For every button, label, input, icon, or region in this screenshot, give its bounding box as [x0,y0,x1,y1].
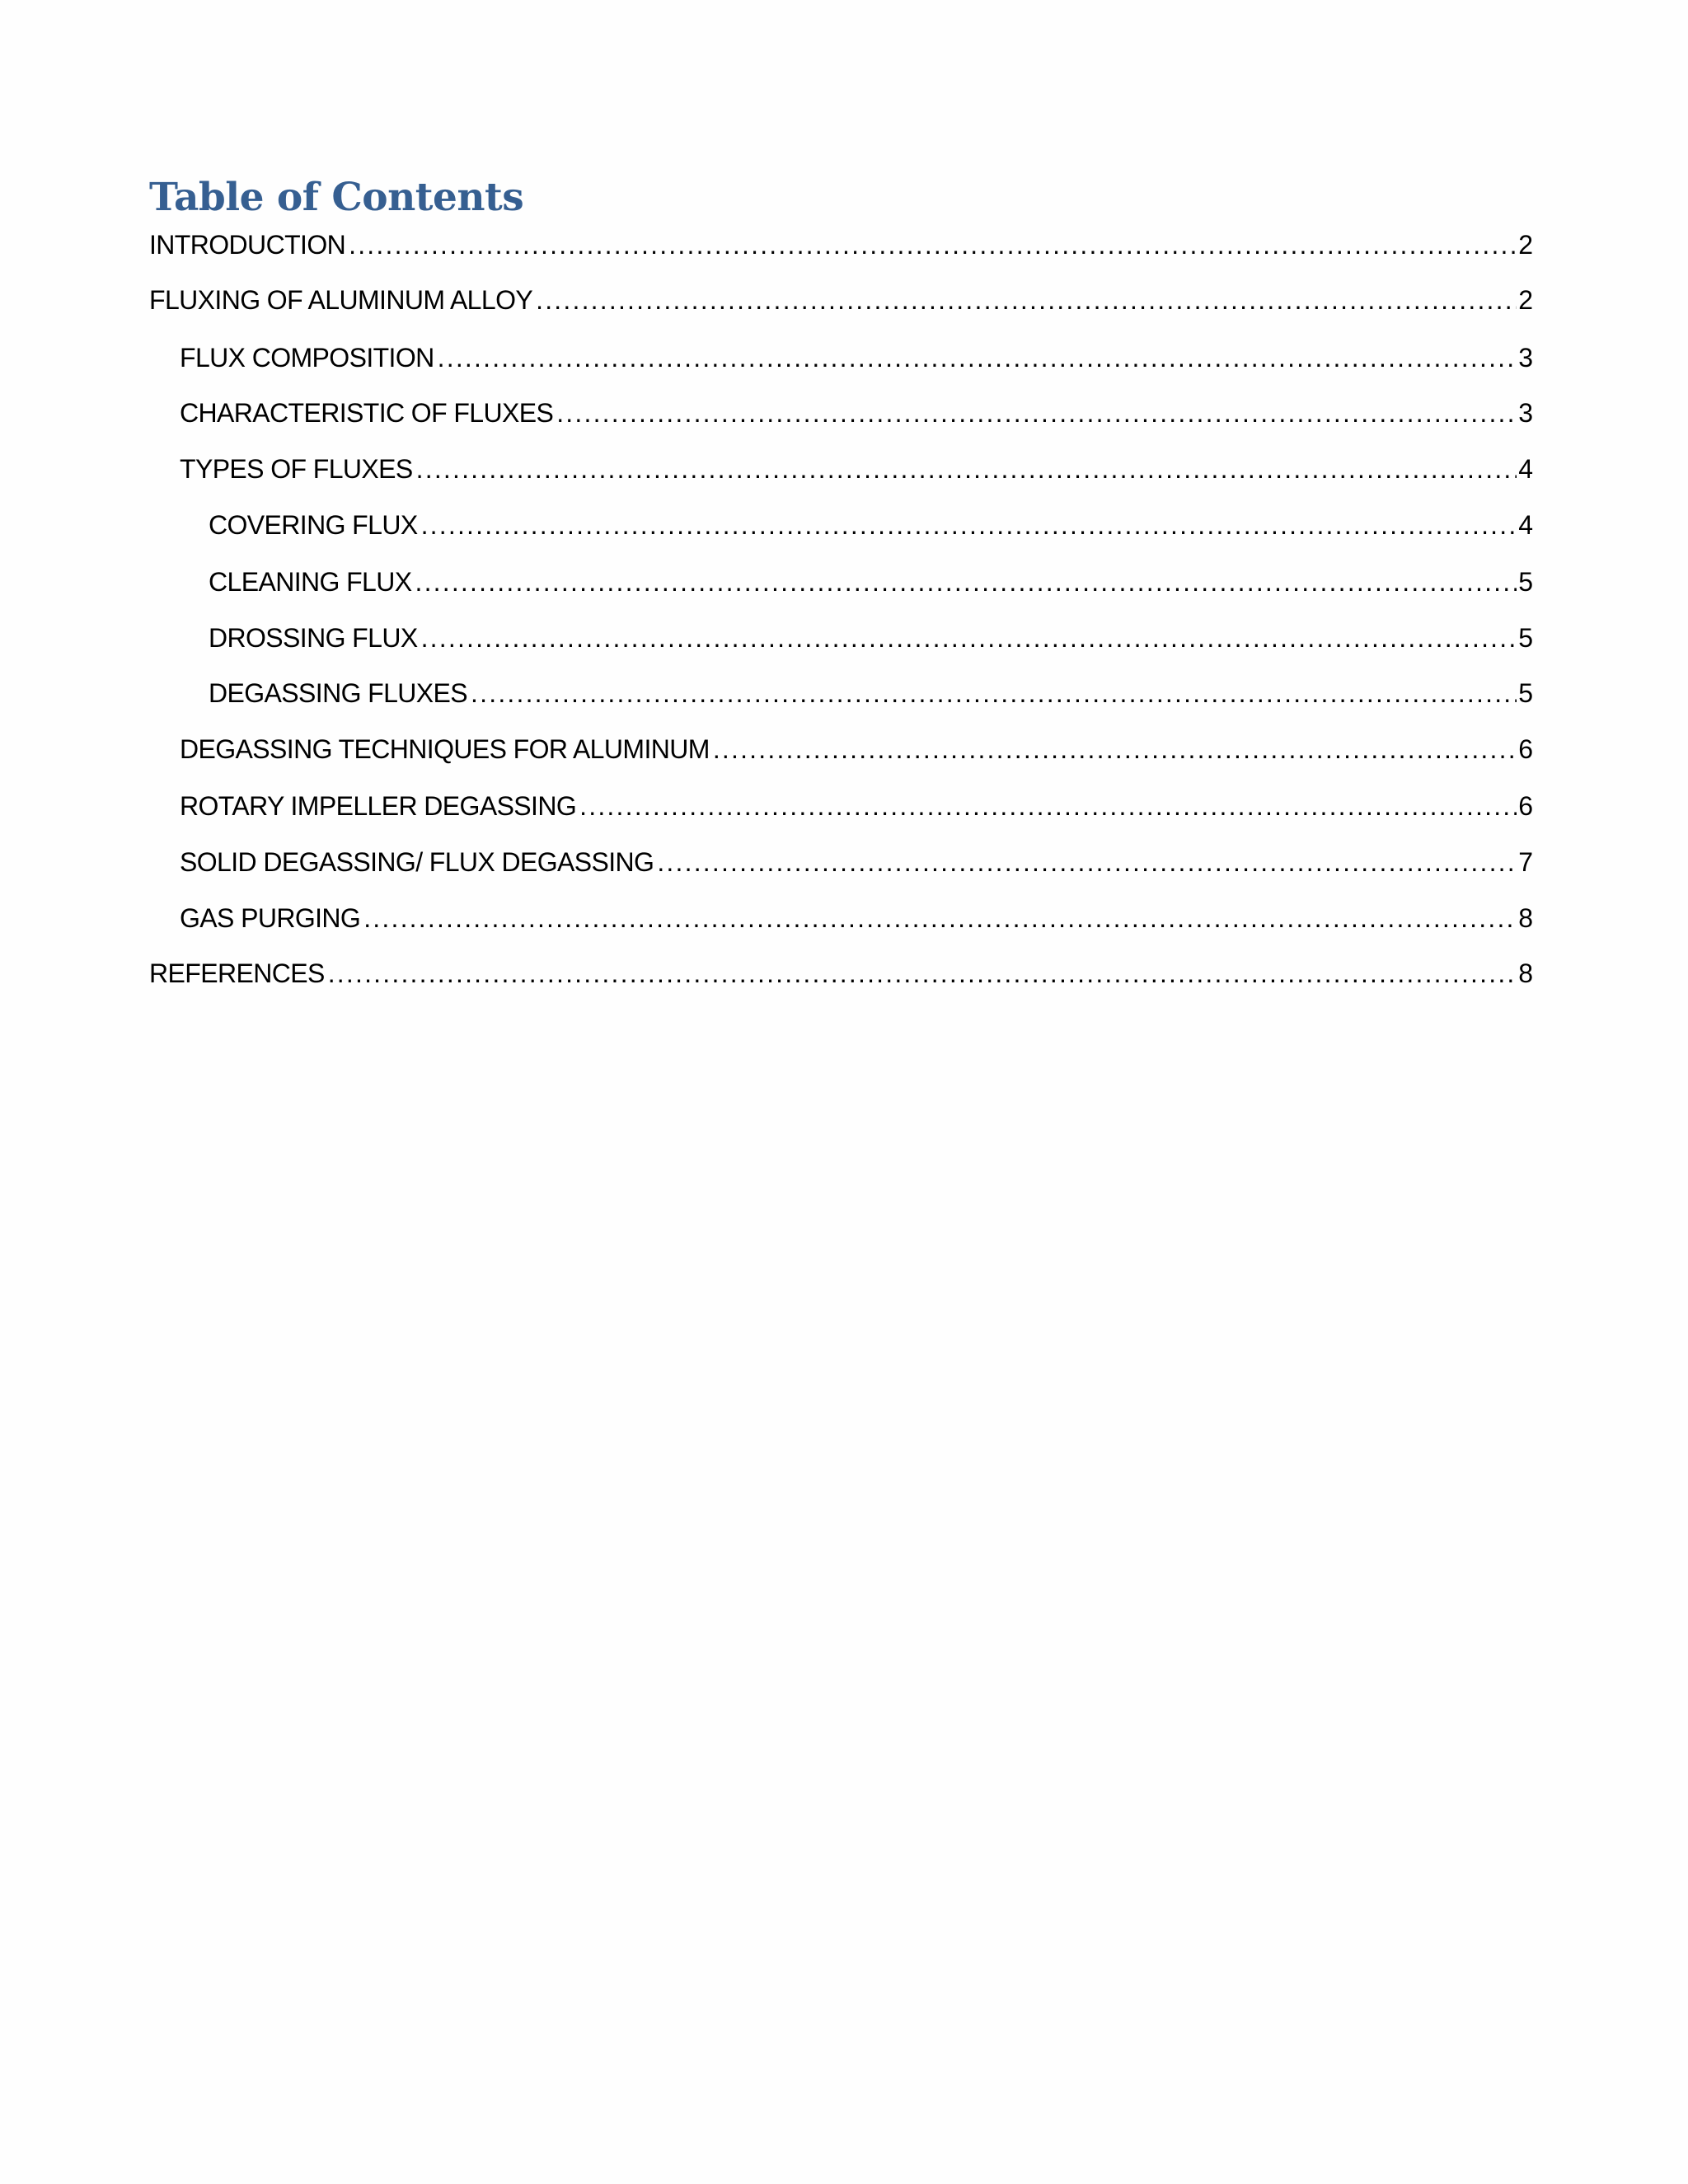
toc-entry-label: INTRODUCTION [149,230,346,260]
toc-entry-label: DROSSING FLUX [209,623,418,653]
toc-entry-cleaning-flux[interactable] [209,565,1533,598]
toc-entry-label: CHARACTERISTIC OF FLUXES [180,398,554,428]
toc-leader-dots [415,565,1517,598]
toc-entry-label: SOLID DEGASSING/ FLUX DEGASSING [180,847,654,877]
toc-entry-rotary-impeller-degassing[interactable] [180,790,1533,823]
toc-page-number: 5 [1518,567,1533,597]
toc-page-number: 7 [1518,847,1533,877]
toc-page-number: 6 [1518,734,1533,764]
toc-leader-dots [713,733,1517,766]
toc-entry-introduction[interactable] [149,228,1533,261]
toc-leader-dots [328,957,1517,990]
toc-page-number: 3 [1518,343,1533,373]
toc-entry-label: DEGASSING FLUXES [209,678,468,708]
toc-entry-label: COVERING FLUX [209,510,418,540]
toc-page-number: 6 [1518,791,1533,821]
toc-leader-dots [556,396,1517,429]
toc-entry-label: CLEANING FLUX [209,567,412,597]
toc-entry-label: TYPES OF FLUXES [180,454,413,484]
toc-entry-characteristic-of-fluxes[interactable] [180,396,1533,429]
toc-leader-dots [421,509,1517,541]
toc-page-number: 4 [1518,454,1533,484]
toc-leader-dots [536,284,1517,316]
toc-leader-dots [579,790,1517,823]
toc-entry-label: REFERENCES [149,958,325,988]
toc-leader-dots [438,341,1517,374]
toc-page-number: 8 [1518,958,1533,988]
toc-entry-label: FLUX COMPOSITION [180,343,434,373]
toc-entry-types-of-fluxes[interactable] [180,452,1533,485]
toc-entry-fluxing-of-aluminum-alloy[interactable] [149,284,1533,316]
toc-entry-gas-purging[interactable] [180,902,1533,935]
toc-page-number: 2 [1518,285,1533,315]
toc-page-number: 3 [1518,398,1533,428]
toc-entry-solid-degassing-flux-degassing[interactable] [180,846,1533,879]
toc-entry-degassing-techniques-for-aluminum[interactable] [180,733,1533,766]
toc-page-number: 5 [1518,623,1533,653]
toc-entry-label: DEGASSING TECHNIQUES FOR ALUMINUM [180,734,710,764]
toc-page-number: 4 [1518,510,1533,540]
toc-entry-drossing-flux[interactable] [209,621,1533,654]
toc-page-number: 2 [1518,230,1533,260]
toc-entry-flux-composition[interactable] [180,341,1533,374]
toc-entry-covering-flux[interactable] [209,509,1533,541]
toc-leader-dots [421,621,1517,654]
toc-leader-dots [471,677,1517,710]
toc-entry-label: ROTARY IMPELLER DEGASSING [180,791,577,821]
toc-page-number: 5 [1518,678,1533,708]
toc-entry-label: GAS PURGING [180,903,361,933]
toc-entry-references[interactable] [149,957,1533,990]
toc-leader-dots [349,228,1517,261]
toc-leader-dots [657,846,1517,879]
toc-leader-dots [363,902,1517,935]
toc-entry-label: FLUXING OF ALUMINUM ALLOY [149,285,533,315]
toc-entry-degassing-fluxes[interactable] [209,677,1533,710]
toc-title: Table of Contents [149,175,524,220]
toc-leader-dots [416,452,1517,485]
toc-page-number: 8 [1518,903,1533,933]
